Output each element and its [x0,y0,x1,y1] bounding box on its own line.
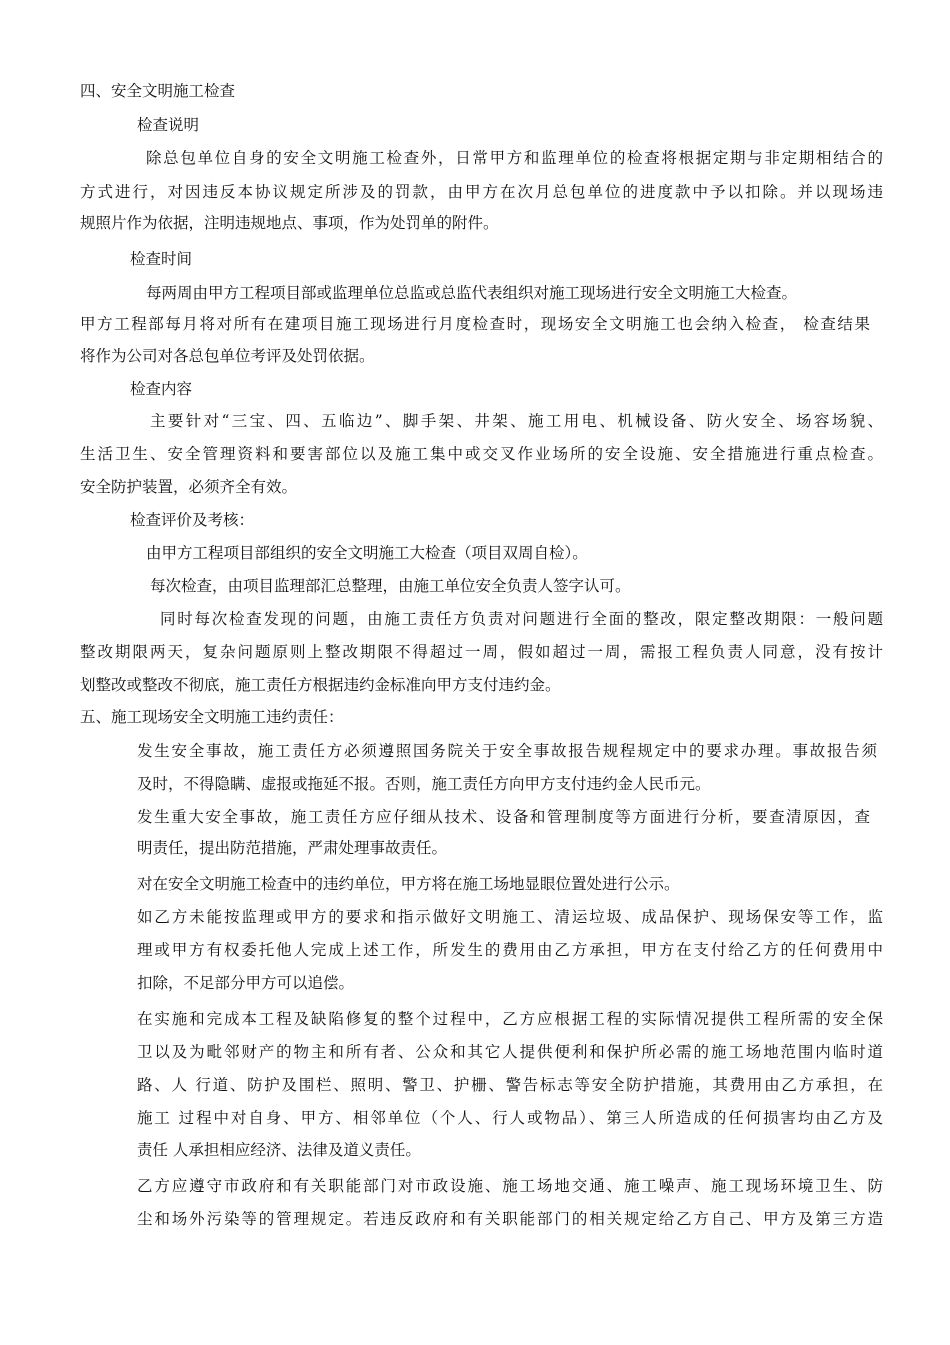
liability-paragraph-line: 理或甲方有权委托他人完成上述工作，所发生的费用由乙方承担，甲方在支付给乙方的任何费用中 [137,941,883,959]
inspection-description-line: 除总包单位自身的安全文明施工检查外，日常甲方和监理单位的检查将根据定期与非定期相结合的 [146,149,883,167]
liability-paragraph-line: 明责任，提出防范措施，严肃处理事故责任。 [137,839,448,857]
inspection-time-line: 将作为公司对各总包单位考评及处罚依据。 [80,347,375,365]
inspection-content-line: 主要针对“三宝、四、五临边”、脚手架、井架、施工用电、机械设备、防火安全、场容场貌、 [150,412,883,430]
liability-paragraph-line: 发生安全事故，施工责任方必须遵照国务院关于安全事故报告规程规定中的要求办理。事故报告须 [137,742,877,760]
liability-paragraph-line: 卫以及为毗邻财产的物主和所有者、公众和其它人提供便利和保护所必需的施工场地范围内临时道 [137,1043,883,1061]
inspection-evaluation-line: 划整改或整改不彻底，施工责任方根据违约金标准向甲方支付违约金。 [80,676,561,694]
liability-paragraph-line: 施工 过程中对自身、甲方、相邻单位（个人、行人或物品）、第三人所造成的任何损害均由乙方及 [137,1109,883,1127]
inspection-evaluation-title: 检查评价及考核： [130,511,255,529]
liability-paragraph-line: 发生重大安全事故，施工责任方应仔细从技术、设备和管理制度等方面进行分析，要查清原因，查 [137,808,870,826]
liability-paragraph-line: 乙方应遵守市政府和有关职能部门对市政设施、施工场地交通、施工噪声、施工现场环境卫生、防 [137,1177,883,1195]
liability-paragraph-line: 对在安全文明施工检查中的违约单位，甲方将在施工场地显眼位置处进行公示。 [137,875,680,893]
section-5-heading: 五、施工现场安全文明施工违约责任： [80,708,344,726]
liability-paragraph-line: 及时，不得隐瞒、虚报或拖延不报。否则，施工责任方向甲方支付违约金人民币元。 [137,775,711,793]
inspection-evaluation-line: 整改期限两天，复杂问题原则上整改期限不得超过一周，假如超过一周，需报工程负责人同意，没有按计 [80,643,883,661]
inspection-time-line: 每两周由甲方工程项目部或监理单位总监或总监代表组织对施工现场进行安全文明施工大检查。 [146,284,798,302]
inspection-content-title: 检查内容 [130,380,193,398]
liability-paragraph-line: 责任 人承担相应经济、法律及道义责任。 [137,1141,421,1159]
inspection-time-title: 检查时间 [130,250,193,268]
inspection-evaluation-line: 由甲方工程项目部组织的安全文明施工大检查（项目双周自检）。 [146,544,588,562]
liability-paragraph-line: 路、人 行道、防护及围栏、照明、警卫、护栅、警告标志等安全防护措施，其费用由乙方承担，在 [137,1076,883,1094]
liability-paragraph-line: 如乙方未能按监理或甲方的要求和指示做好文明施工、清运垃圾、成品保护、现场保安等工作，监 [137,908,883,926]
inspection-description-title: 检查说明 [137,116,200,134]
liability-paragraph-line: 尘和场外污染等的管理规定。若违反政府和有关职能部门的相关规定给乙方自己、甲方及第三方造 [137,1210,883,1228]
liability-paragraph-line: 在实施和完成本工程及缺陷修复的整个过程中，乙方应根据工程的实际情况提供工程所需的安全保 [137,1010,883,1028]
inspection-description-line: 规照片作为依据，注明违规地点、事项，作为处罚单的附件。 [80,214,499,232]
section-4-heading: 四、安全文明施工检查 [80,82,236,100]
liability-paragraph-line: 扣除，不足部分甲方可以追偿。 [137,974,355,992]
inspection-description-line: 方式进行，对因违反本协议规定所涉及的罚款，由甲方在次月总包单位的进度款中予以扣除。并以现场违 [80,183,883,201]
inspection-time-line: 甲方工程部每月将对所有在建项目施工现场进行月度检查时，现场安全文明施工也会纳入检查， 检查结果 [80,315,870,333]
inspection-evaluation-line: 每次检查，由项目监理部汇总整理，由施工单位安全负责人签字认可。 [150,577,631,595]
inspection-content-line: 安全防护装置，必须齐全有效。 [80,478,298,496]
inspection-content-line: 生活卫生、安全管理资料和要害部位以及施工集中或交叉作业场所的安全设施、安全措施进行重点检查。 [80,445,883,463]
inspection-evaluation-line: 同时每次检查发现的问题，由施工责任方负责对问题进行全面的整改，限定整改期限：一般问题 [160,610,883,628]
